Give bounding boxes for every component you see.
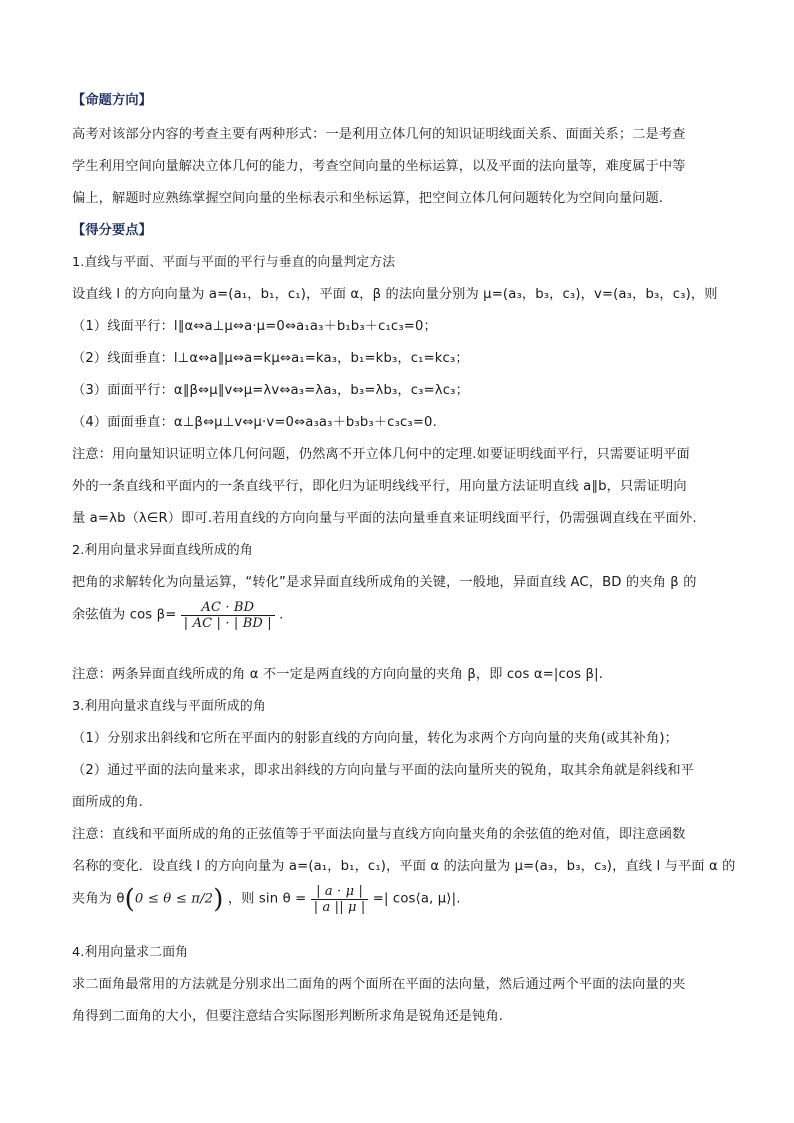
cosine-suffix: .	[279, 607, 284, 623]
cosine-prefix: 余弦值为 cos β=	[72, 607, 177, 623]
paragraph-line: 注意：用向量知识证明立体几何问题，仍然离不开立体几何中的定理.如要证明线面平行，只需要证明平面	[72, 447, 690, 462]
right-paren-icon: )	[213, 884, 224, 915]
paragraph-line: 量 a=λb（λ∈R）即可.若用直线的方向向量与平面的法向量垂直来证明线面平行，仍需强调直线在平面外.	[72, 511, 697, 526]
paragraph-line: 学生利用空间向量解决立体几何的能力，考查空间向量的坐标运算，以及平面的法向量等，难度属于中等	[72, 159, 686, 174]
cosine-fraction	[181, 600, 275, 631]
sine-fraction	[311, 884, 369, 915]
subsection-title: 2.利用向量求异面直线所成的角	[72, 543, 253, 558]
paragraph-line: 把角的求解转化为向量运算，“转化”是求异面直线所成角的关键，一般地，异面直线 AC，BD 的夹角 β 的	[72, 575, 697, 590]
sine-denominator: | a || μ |	[313, 900, 366, 915]
paragraph-line: （1）分别求出斜线和它所在平面内的射影直线的方向向量，转化为求两个方向向量的夹角(或其补角)；	[72, 731, 678, 746]
sine-formula-line	[72, 884, 461, 928]
paragraph-line: （1）线面平行：l∥α⇔a⊥μ⇔a·μ=0⇔a₁a₃＋b₁b₃＋c₁c₃=0；	[72, 319, 437, 334]
subsection-title: 4.利用向量求二面角	[72, 945, 189, 960]
paragraph-line: 面所成的角.	[72, 795, 144, 810]
paragraph-line: （2）通过平面的法向量来求，即求出斜线的方向向量与平面的法向量所夹的锐角，取其余角就是斜线和平	[72, 763, 695, 778]
paragraph-line: 高考对该部分内容的考查主要有两种形式：一是利用立体几何的知识证明线面关系、面面关系；二是考查	[72, 127, 686, 142]
sine-numerator: | a · μ |	[311, 884, 369, 900]
paragraph-line: 求二面角最常用的方法就是分别求出二面角的两个面所在平面的法向量，然后通过两个平面的法向量的夹	[72, 977, 686, 992]
sine-suffix: =| cos⟨a, μ⟩|.	[372, 891, 461, 907]
paragraph-line: （4）面面垂直：α⊥β⇔μ⊥v⇔μ·v=0⇔a₃a₃＋b₃b₃＋c₃c₃=0.	[72, 415, 437, 430]
paragraph-line: 注意：两条异面直线所成的角 α 不一定是两直线的方向向量的夹角 β，即 cos α=|cos β|.	[72, 667, 603, 682]
paragraph-line: 外的一条直线和平面内的一条直线平行，即化归为证明线线平行，用向量方法证明直线 a∥b，只需证明向	[72, 479, 687, 494]
paragraph-line: （2）线面垂直：l⊥α⇔a∥μ⇔a=kμ⇔a₁=ka₃，b₁=kb₃，c₁=kc₃；	[72, 351, 469, 366]
paragraph-line: （3）面面平行：α∥β⇔μ∥v⇔μ=λv⇔a₃=λa₃，b₃=λb₃，c₃=λc₃；	[72, 383, 469, 398]
sine-condition: 0 ≤ θ ≤ π/2	[134, 891, 214, 907]
section-heading: 【命题方向】	[72, 93, 153, 108]
paragraph-line: 角得到二面角的大小，但要注意结合实际图形判断所求角是锐角还是钝角.	[72, 1009, 504, 1024]
cosine-numerator: AC · BD	[181, 600, 275, 616]
subsection-title: 3.利用向量求直线与平面所成的角	[72, 699, 266, 714]
paragraph-line: 设直线 l 的方向向量为 a=(a₁，b₁，c₁)，平面 α，β 的法向量分别为 μ=(a₃，b₃，c₃)，v=(a₃，b₃，c₃)，则	[72, 287, 718, 302]
subsection-title: 1.直线与平面、平面与平面的平行与垂直的向量判定方法	[72, 255, 396, 270]
cosine-formula-line	[72, 600, 284, 644]
paragraph-line: 名称的变化．设直线 l 的方向向量为 a=(a₁，b₁，c₁)，平面 α 的法向量为 μ=(a₃，b₃，c₃)，直线 l 与平面 α 的	[72, 859, 736, 874]
sine-mid: ，则 sin θ =	[227, 891, 307, 907]
cosine-denominator: | AC | · | BD |	[183, 616, 272, 631]
left-paren-icon: (	[124, 884, 135, 915]
paragraph-line: 偏上，解题时应熟练掌握空间向量的坐标表示和坐标运算，把空间立体几何问题转化为空间向量问题.	[72, 191, 664, 206]
sine-prefix: 夹角为 θ	[72, 891, 125, 907]
section-heading: 【得分要点】	[72, 223, 153, 238]
paragraph-line: 注意：直线和平面所成的角的正弦值等于平面法向量与直线方向向量夹角的余弦值的绝对值，即注意函数	[72, 827, 686, 842]
